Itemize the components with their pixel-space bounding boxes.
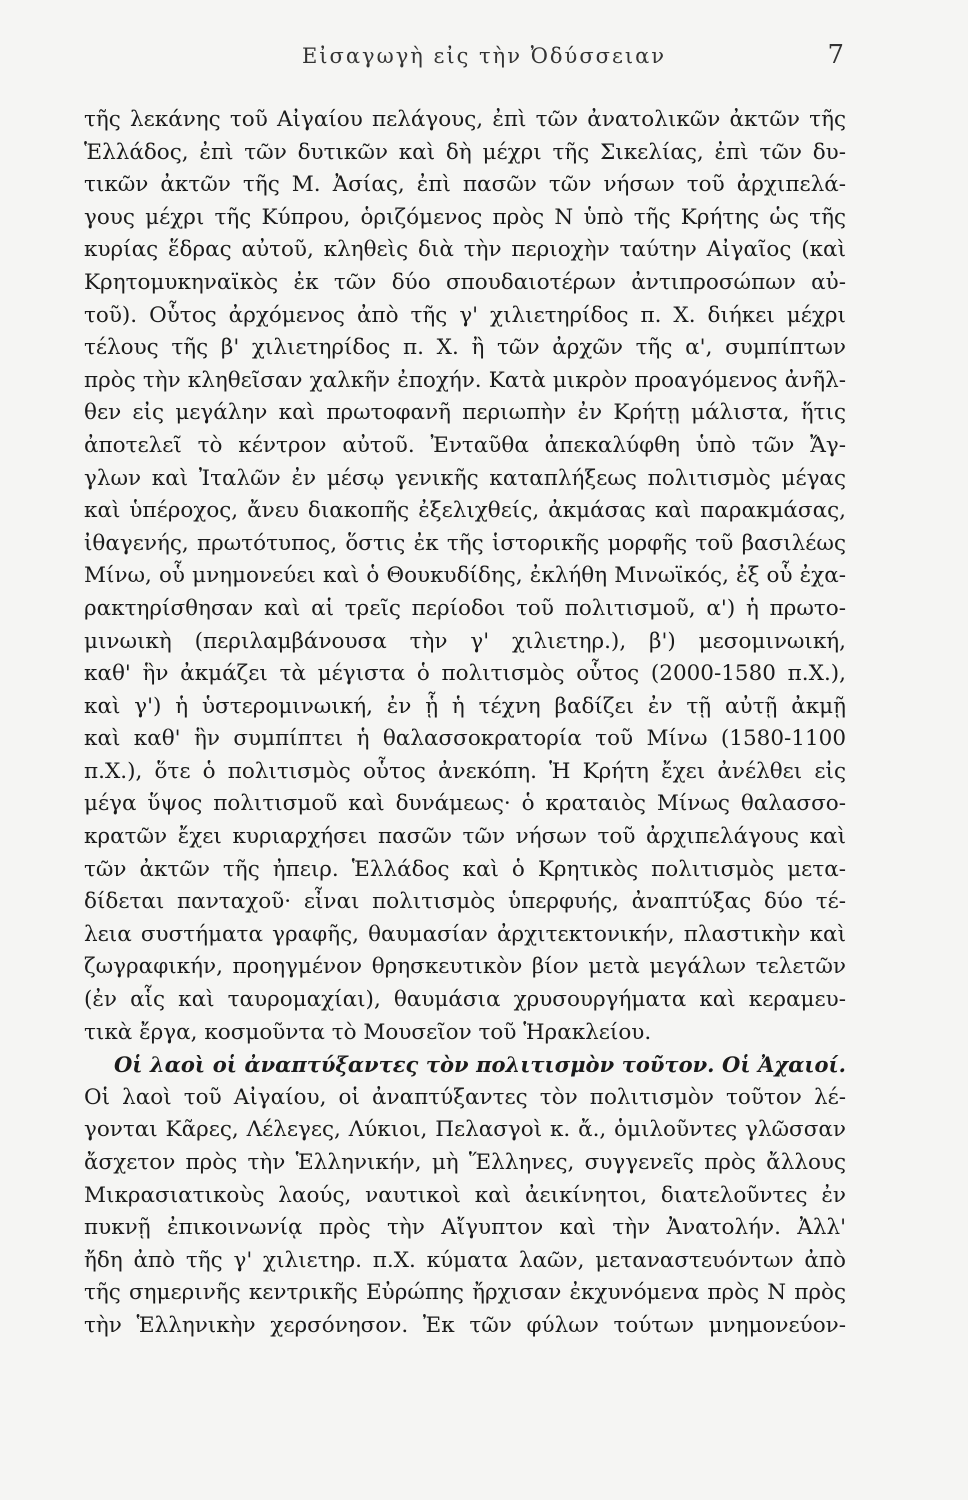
text-line: ρακτηρίσθησαν καὶ αἱ τρεῖς περίοδοι τοῦ πολιτισμοῦ, α') ἡ πρωτο- (84, 595, 846, 621)
text-line: γονται Κᾶρες, Λέλεγες, Λύκιοι, Πελασγοὶ κ. ἄ., ὁμιλοῦντες γλῶσσαν (84, 1117, 846, 1143)
text-line: τικὰ ἔργα, κοσμοῦντα τὸ Μουσεῖον τοῦ Ἡρακλείου. (84, 1019, 652, 1045)
text-line: δίδεται πανταχοῦ· εἶναι πολιτισμὸς ὑπερφυής, ἀναπτύξας δύο τέ- (84, 889, 846, 915)
text-line: Οἱ λαοὶ τοῦ Αἰγαίου, οἱ ἀναπτύξαντες τὸν πολιτισμὸν τοῦτον λέ- (84, 1084, 846, 1110)
text-line: Μικρασιατικοὺς λαούς, ναυτικοὶ καὶ ἀεικίνητοι, διατελοῦντες ἐν (84, 1182, 846, 1208)
text-line: καθ' ἣν ἀκμάζει τὰ μέγιστα ὁ πολιτισμὸς οὗτος (2000-1580 π.Χ.), (84, 661, 846, 687)
text-line: θεν εἰς μεγάλην καὶ πρωτοφανῆ περιωπὴν ἐν Κρήτῃ μάλιστα, ἥτις (84, 400, 846, 426)
text-line: ἄσχετον πρὸς τὴν Ἑλληνικήν, μὴ Ἕλληνες, συγγενεῖς πρὸς ἄλλους (84, 1150, 846, 1175)
text-line: πυκνῇ ἐπικοινωνίᾳ πρὸς τὴν Αἴγυπτον καὶ τὴν Ἀνατολήν. Ἀλλ' (84, 1215, 846, 1241)
text-line: ζωγραφικήν, προηγμένον θρησκευτικὸν βίον μετὰ μεγάλων τελετῶν (84, 954, 846, 980)
body-text (84, 104, 846, 1343)
text-line: καὶ γ') ἡ ὑστερομινωική, ἐν ᾗ ἡ τέχνη βαδίζει ἐν τῇ αὐτῇ ἀκμῇ (84, 693, 846, 719)
text-line: Ἑλλάδος, ἐπὶ τῶν δυτικῶν καὶ δὴ μέχρι τῆς Σικελίας, ἐπὶ τῶν δυ- (84, 139, 846, 165)
text-line: τῶν ἀκτῶν τῆς ἠπειρ. Ἑλλάδος καὶ ὁ Κρητικὸς πολιτισμὸς μετα- (84, 856, 846, 882)
text-line: τὴν Ἑλληνικὴν χερσόνησον. Ἐκ τῶν φύλων τούτων μνημονεύον- (84, 1312, 846, 1338)
text-line: καὶ καθ' ἣν συμπίπτει ἡ θαλασσοκρατορία τοῦ Μίνω (1580-1100 (84, 726, 846, 752)
text-line: γλων καὶ Ἰταλῶν ἐν μέσῳ γενικῆς καταπλήξεως πολιτισμὸς μέγας (84, 465, 846, 491)
text-line: γους μέχρι τῆς Κύπρου, ὁριζόμενος πρὸς Ν ὑπὸ τῆς Κρήτης ὡς τῆς (84, 204, 846, 230)
section-heading: Οἱ λαοὶ οἱ ἀναπτύξαντες τὸν πολιτισμὸν τοῦτον. Οἱ Ἀχαιοί. (114, 1052, 846, 1078)
text-line: τῆς λεκάνης τοῦ Αἰγαίου πελάγους, ἐπὶ τῶν ἀνατολικῶν ἀκτῶν τῆς (84, 107, 846, 132)
text-line: μέγα ὕψος πολιτισμοῦ καὶ δυνάμεως· ὁ κραταιὸς Μίνως θαλασσο- (84, 791, 846, 817)
text-line: καὶ ὑπέροχος, ἄνευ διακοπῆς ἐξελιχθείς, ἀκμάσας καὶ παρακμάσας, (84, 498, 846, 524)
text-line: μινωικὴ (περιλαμβάνουσα τὴν γ' χιλιετηρ.), β') μεσομινωική, (84, 628, 846, 654)
text-line: Μίνω, οὗ μνημονεύει καὶ ὁ Θουκυδίδης, ἐκλήθη Μινωϊκός, ἐξ οὗ ἐχα- (84, 563, 846, 589)
text-line: κυρίας ἕδρας αὐτοῦ, κληθεὶς διὰ τὴν περιοχὴν ταύτην Αἰγαῖος (καὶ (84, 237, 846, 263)
text-line: (ἐν αἷς καὶ ταυρομαχίαι), θαυμάσια χρυσουργήματα καὶ κεραμευ- (84, 987, 846, 1013)
text-line: Κρητομυκηναϊκὸς ἐκ τῶν δύο σπουδαιοτέρων ἀντιπροσώπων αὐ- (84, 269, 846, 295)
text-line: π.Χ.), ὅτε ὁ πολιτισμὸς οὗτος ἀνεκόπη. Ἡ Κρήτη ἔχει ἀνέλθει εἰς (84, 758, 846, 784)
running-header: Εἰσαγωγὴ εἰς τὴν Ὀδύσσειαν (301, 44, 667, 68)
text-line: λεια συστήματα γραφῆς, θαυμασίαν ἀρχιτεκτονικήν, πλαστικὴν καὶ (84, 921, 846, 947)
text-line: τικῶν ἀκτῶν τῆς Μ. Ἀσίας, ἐπὶ πασῶν τῶν νήσων τοῦ ἀρχιπελά- (84, 172, 846, 198)
text-line: τῆς σημερινῆς κεντρικῆς Εὐρώπης ἤρχισαν ἐκχυνόμενα πρὸς Ν πρὸς (84, 1280, 846, 1306)
text-line: τοῦ). Οὗτος ἀρχόμενος ἀπὸ τῆς γ' χιλιετηρίδος π. Χ. διήκει μέχρι (84, 302, 846, 328)
text-line: ἰθαγενής, πρωτότυπος, ὅστις ἐκ τῆς ἱστορικῆς μορφῆς τοῦ βασιλέως (84, 530, 846, 556)
text-line: πρὸς τὴν κληθεῖσαν χαλκῆν ἐποχήν. Κατὰ μικρὸν προαγόμενος ἀνῆλ- (84, 367, 846, 393)
text-line: ἤδη ἀπὸ τῆς γ' χιλιετηρ. π.Χ. κύματα λαῶν, μεταναστευόντων ἀπὸ (84, 1247, 846, 1273)
text-line: κρατῶν ἔχει κυριαρχήσει πασῶν τῶν νήσων τοῦ ἀρχιπελάγους καὶ (84, 824, 846, 850)
text-line: τέλους τῆς β' χιλιετηρίδος π. Χ. ἢ τῶν ἀρχῶν τῆς α', συμπίπτων (84, 335, 846, 361)
page-number: 7 (827, 40, 844, 70)
text-line: ἀποτελεῖ τὸ κέντρον αὐτοῦ. Ἐνταῦθα ἀπεκαλύφθη ὑπὸ τῶν Ἄγ- (84, 432, 846, 458)
